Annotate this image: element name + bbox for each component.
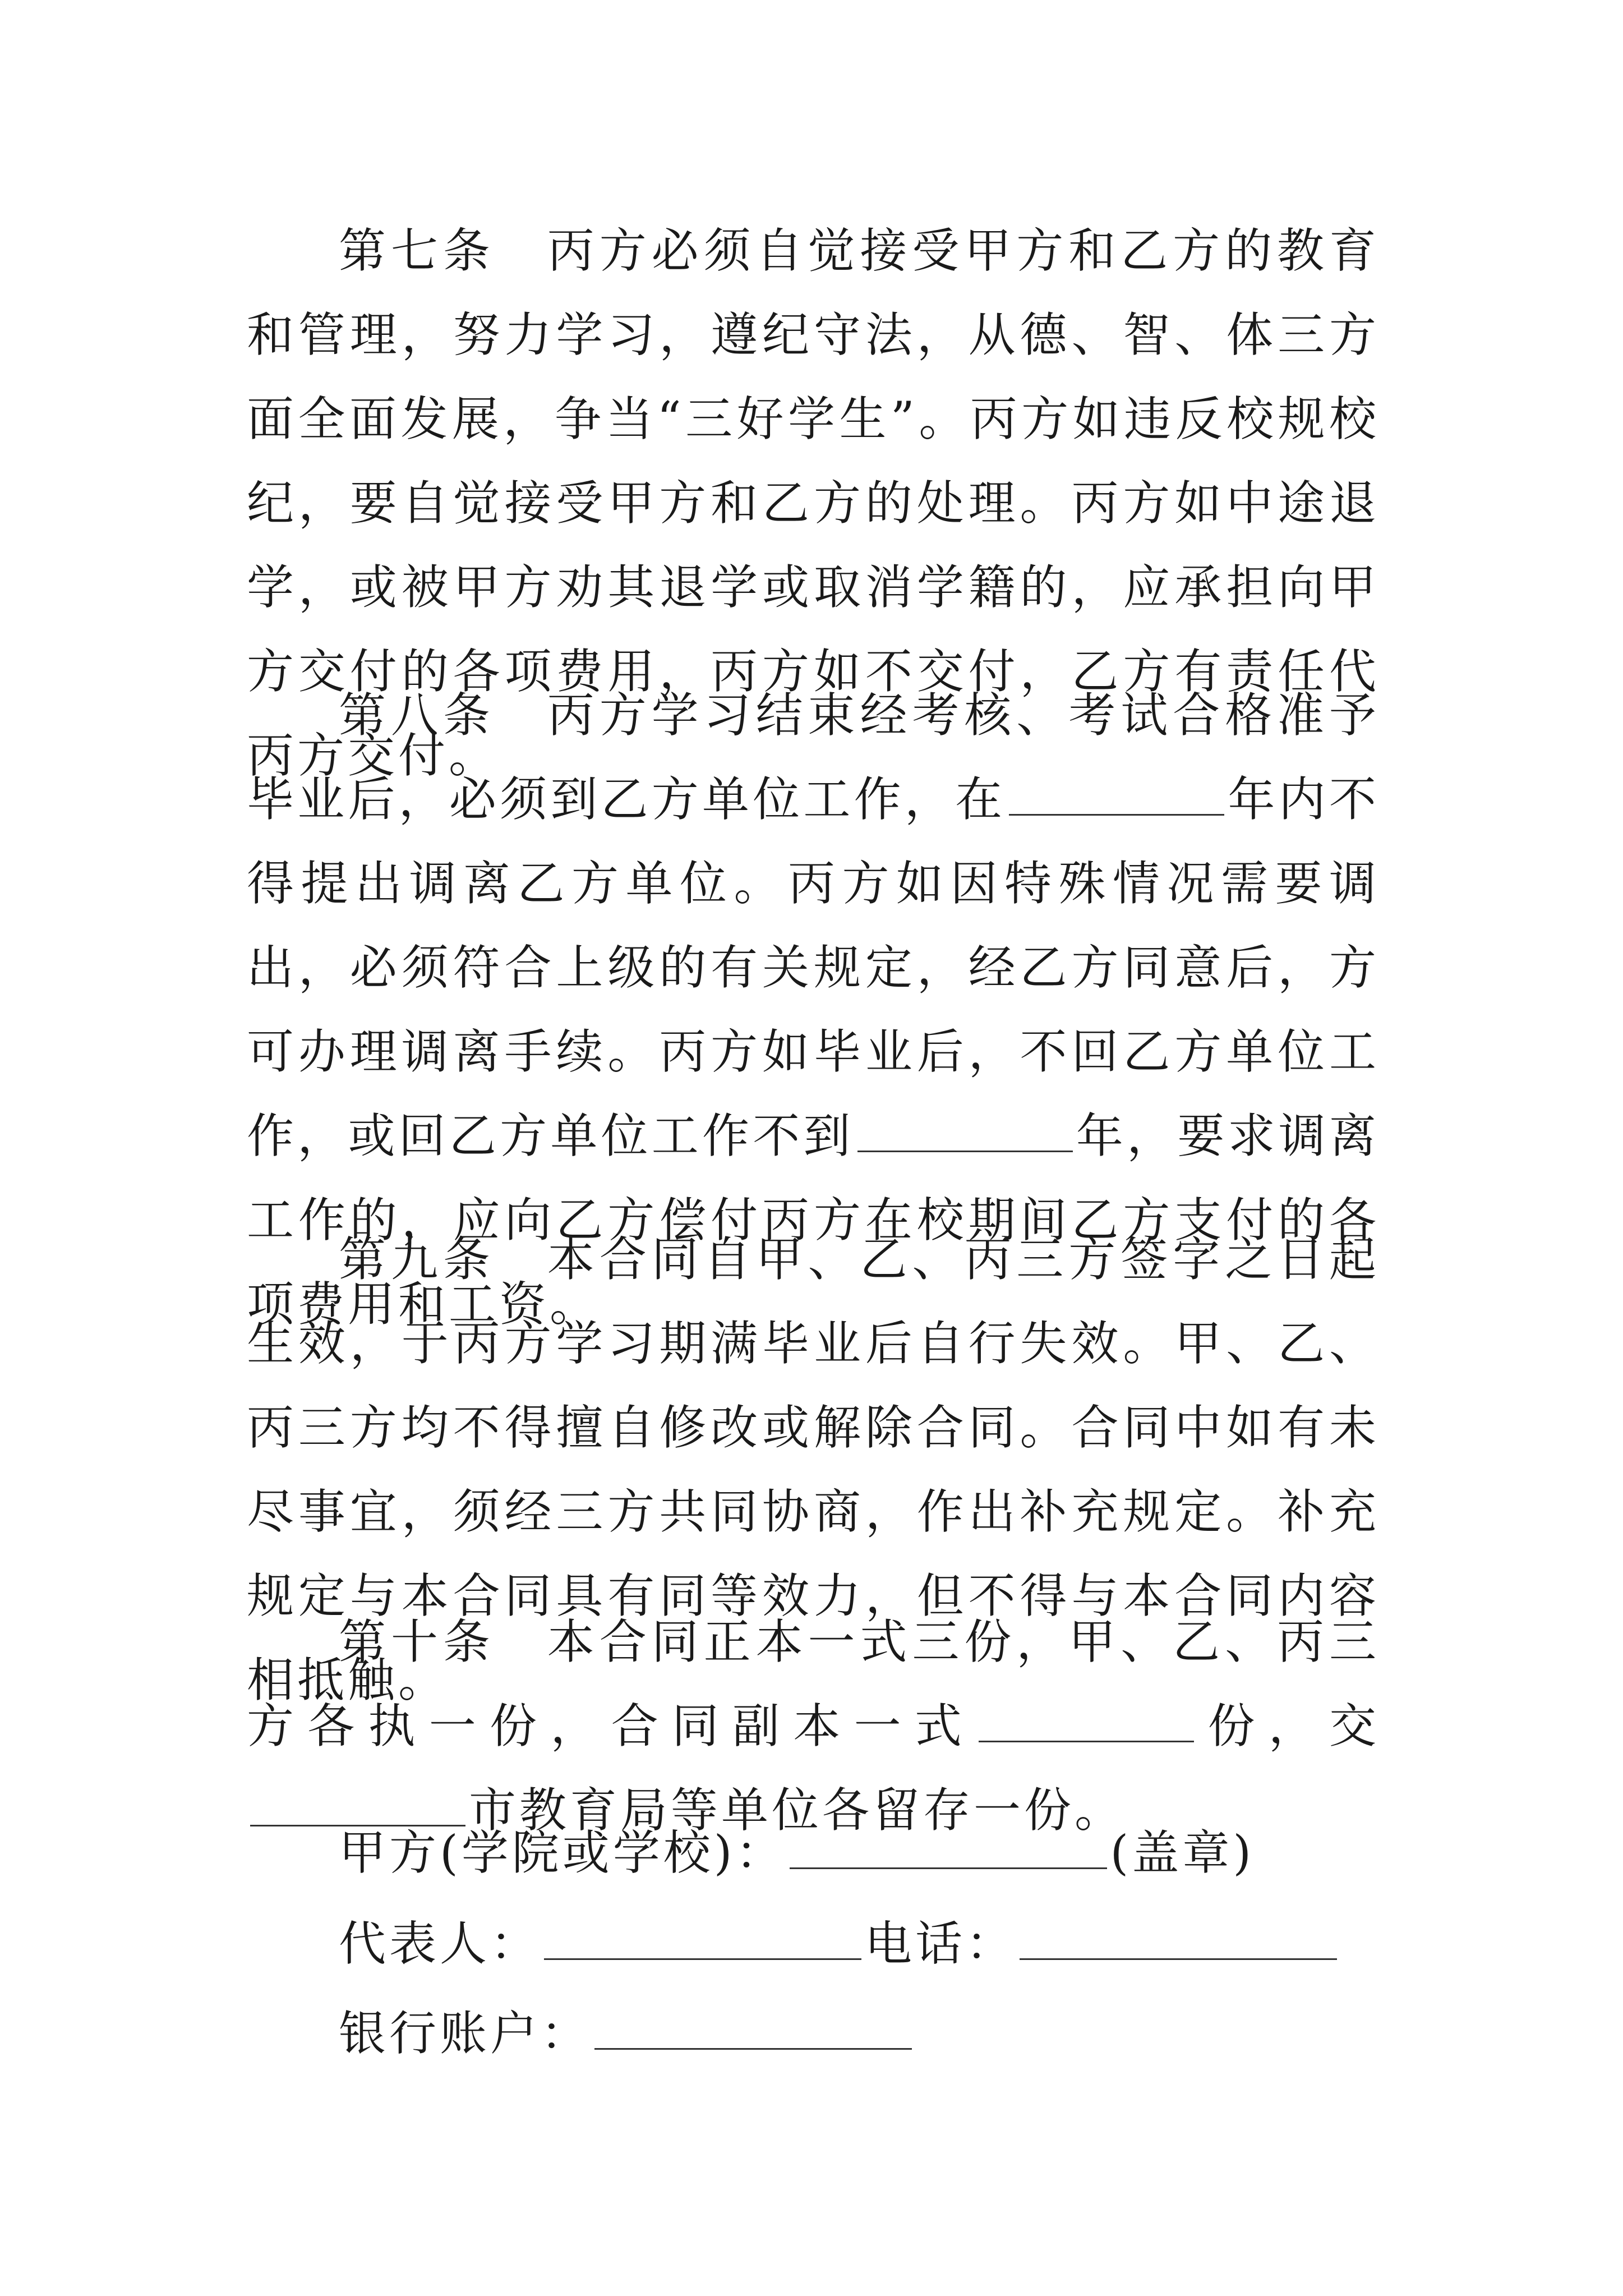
article-10-text-part1: 第十条 本合同正本一式三份，甲、乙、丙三方各执一份，合同副本一式 [247, 1614, 1380, 1754]
copies-blank [979, 1740, 1194, 1742]
article-10-text-part2: 份，交 [1197, 1699, 1380, 1754]
party-a-line [339, 1811, 1255, 1895]
bank-account-blank [594, 2047, 912, 2050]
article-8-text-part3: 年，要求调离工作的，应向乙方偿付丙方在校期间乙方支付的各项费用和工资。 [247, 1108, 1380, 1332]
party-a-label: 甲方(学院或学校)： [339, 1825, 786, 1880]
years-blank-2 [857, 1150, 1073, 1152]
seal-label: (盖章) [1110, 1825, 1255, 1880]
article-8-text-part2: 年内不得提出调离乙方单位。丙方如因特殊情况需要调出，必须符合上级的有关规定，经乙方同意后，方可办理调离手续。丙方如毕业后，不回乙方单位工作，或回乙方单位工作不到 [247, 772, 1380, 1163]
representative-label: 代表人： [339, 1916, 541, 1971]
party-a-blank [790, 1867, 1107, 1869]
bank-account-line [339, 1991, 915, 2076]
phone-label: 电话： [865, 1916, 1017, 1971]
article-9-text: 第九条 本合同自甲、乙、丙三方签字之日起生效，于丙方学习期满毕业后自行失效。甲、乙、丙三方均不得擅自修改或解除合同。合同中如有未尽事宜，须经三方共同协商，作出补充规定。补充规定与本合同具有同等效力，但不得与本合同内容相抵触。 [247, 1232, 1380, 1708]
phone-blank [1020, 1958, 1337, 1960]
years-blank-1 [1009, 813, 1224, 816]
representative-line [339, 1902, 1340, 1986]
bank-account-label: 银行账户： [339, 2006, 592, 2061]
representative-blank [544, 1958, 861, 1960]
article-7-text: 第七条 丙方必须自觉接受甲方和乙方的教育和管理，努力学习，遵纪守法，从德、智、体三方面全面发展，争当“三好学生”。丙方如违反校规校纪，要自觉接受甲方和乙方的处理。丙方如中途退学，或被甲方劝其退学或取消学籍的，应承担向甲方交付的各项费用，丙方如不交付，乙方有责任代丙方交付。 [247, 223, 1380, 783]
article-8-text-part1: 第八条 丙方学习结束经考核、考试合格准予毕业后，必须到乙方单位工作，在 [247, 688, 1380, 827]
article-10-text-part3: 市教育局等单位各留存一份。 [469, 1783, 1126, 1838]
